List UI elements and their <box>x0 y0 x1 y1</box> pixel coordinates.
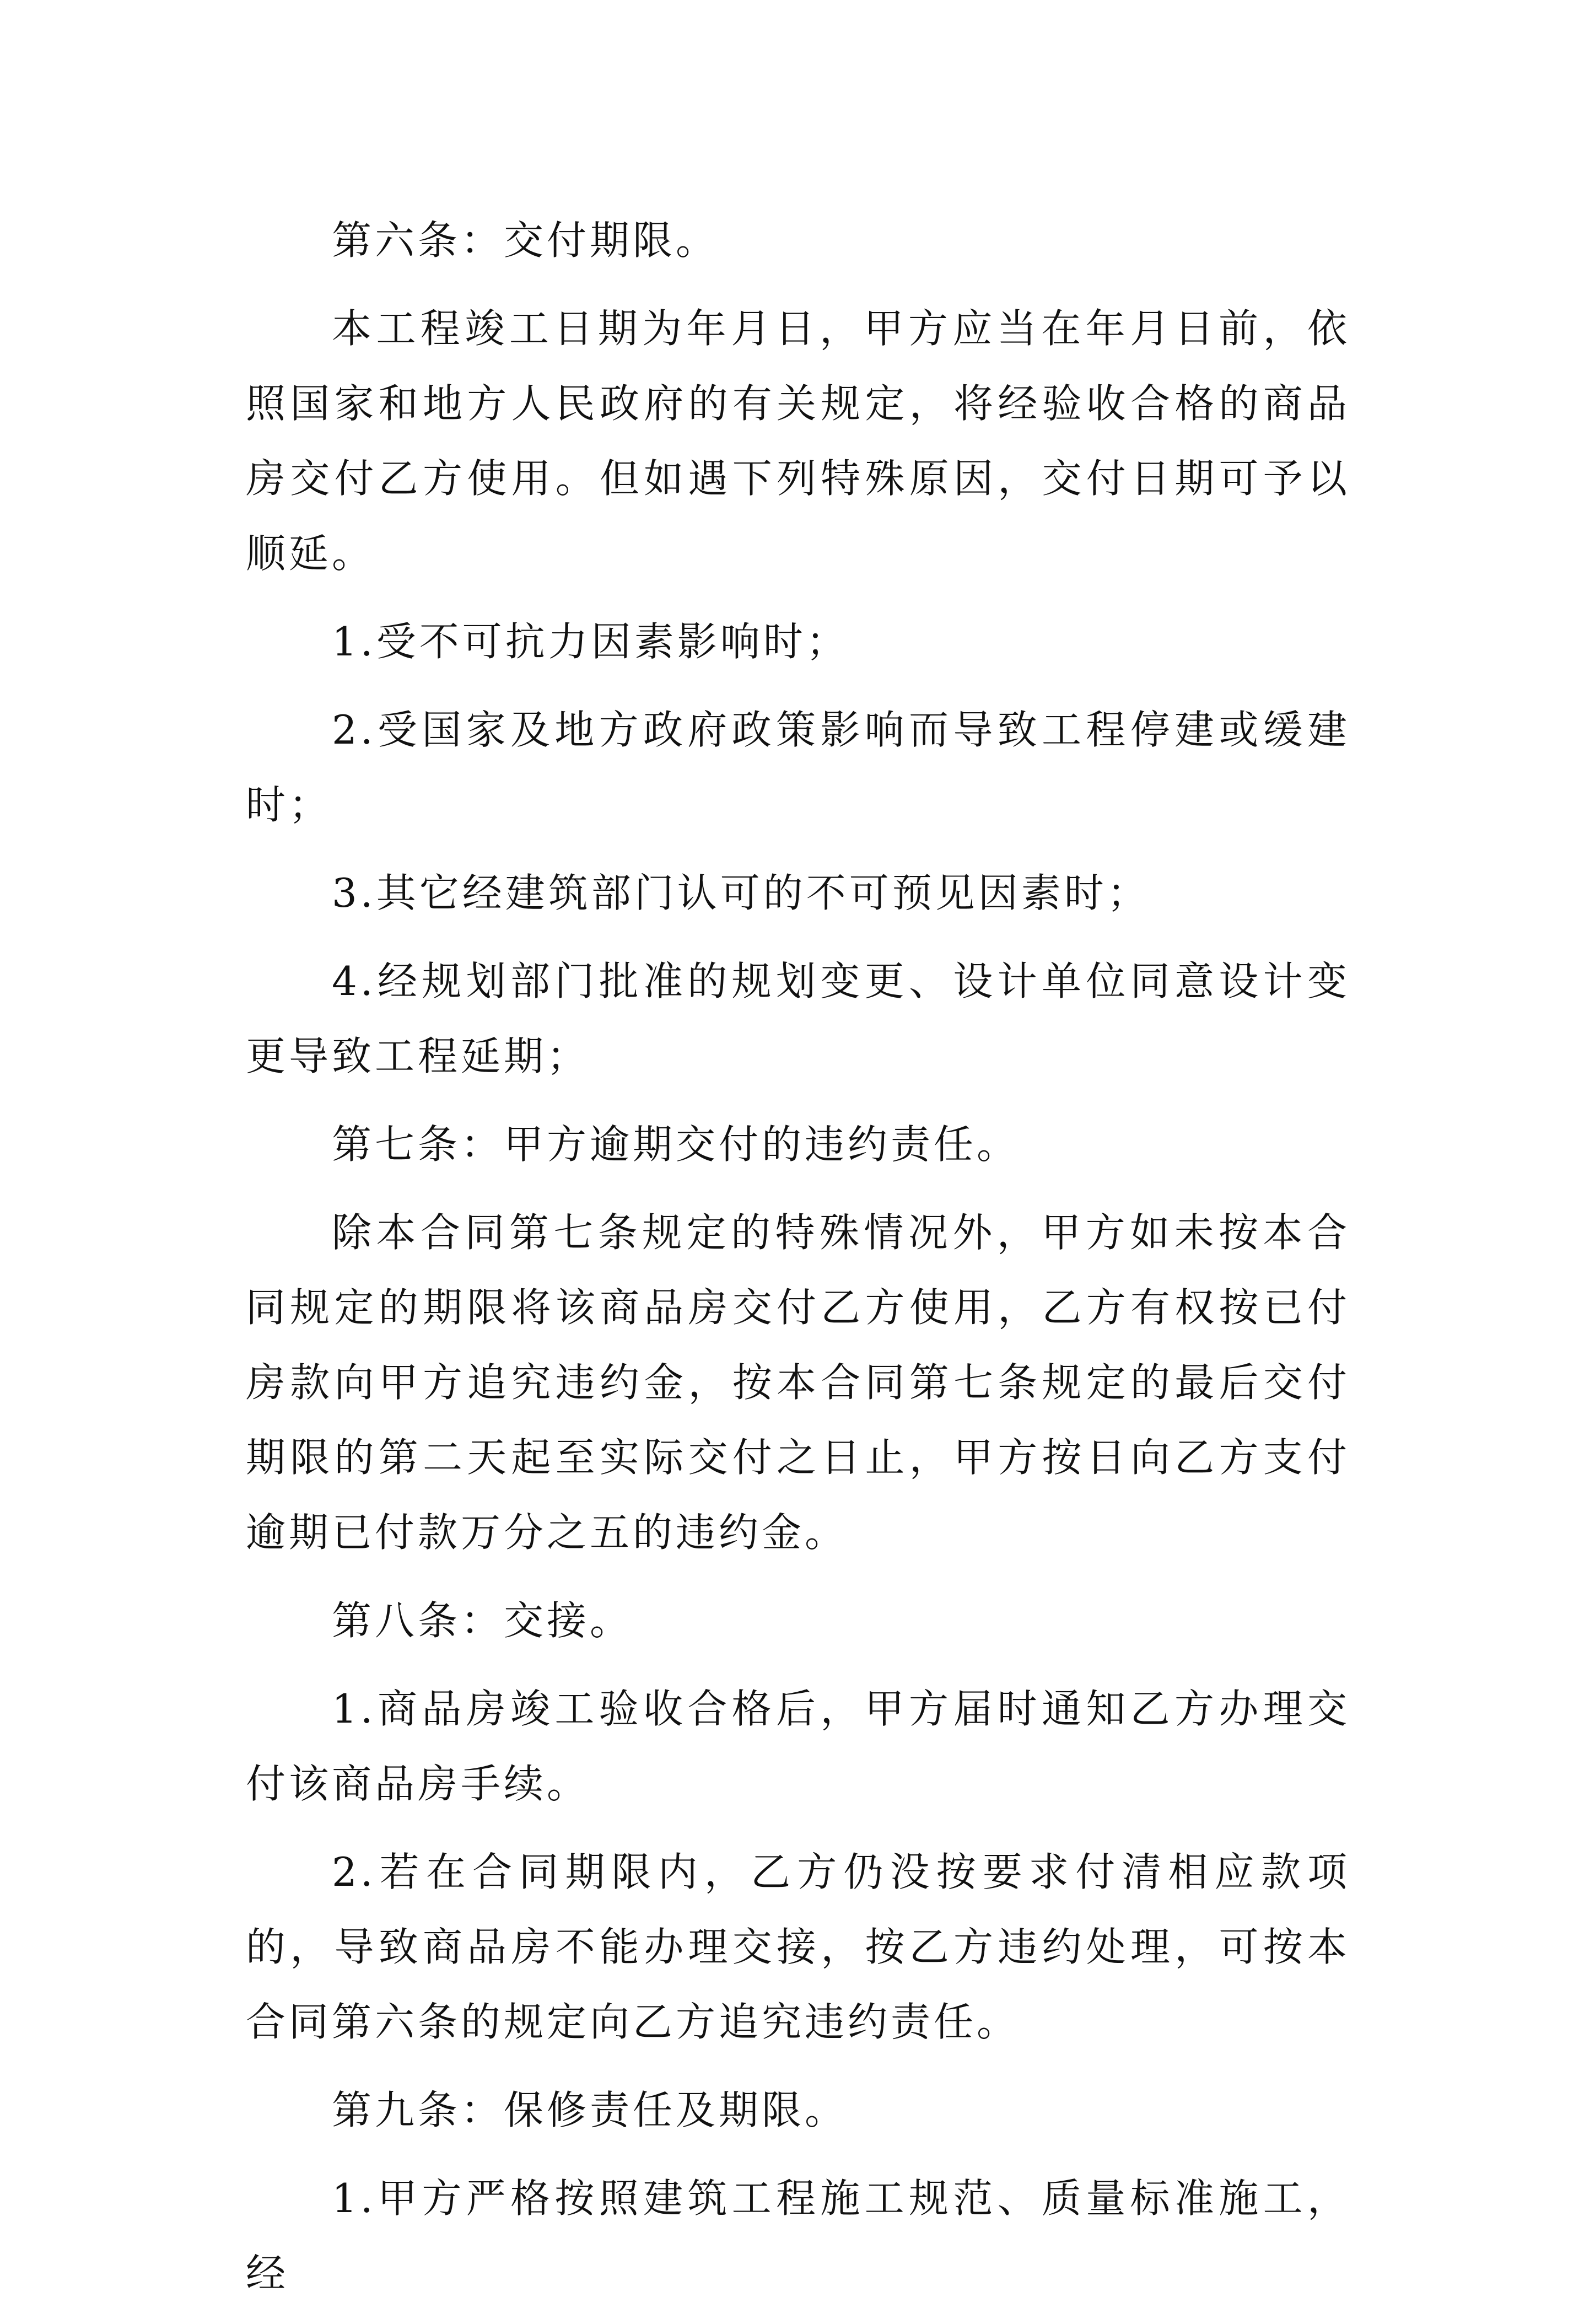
article-9-heading: 第九条：保修责任及期限。 <box>332 2087 848 2133</box>
article-6-item-2: 2.受国家及地方政府政策影响而导致工程停建或缓建时； <box>246 707 1350 828</box>
document-body <box>246 203 1350 2324</box>
article-6-body: 本工程竣工日期为年月日，甲方应当在年月日前，依照国家和地方人民政府的有关规定，将经验收合格的商品房交付乙方使用。但如遇下列特殊原因，交付日期可予以顺延。 <box>246 305 1350 577</box>
article-6-heading: 第六条：交付期限。 <box>332 217 719 263</box>
article-7-body: 除本合同第七条规定的特殊情况外，甲方如未按本合同规定的期限将该商品房交付乙方使用，乙方有权按已付房款向甲方追究违约金，按本合同第七条规定的最后交付期限的第二天起至实际交付之日止，甲方按日向乙方支付逾期已付款万分之五的违约金。 <box>246 1209 1350 1556</box>
article-7-heading: 第七条：甲方逾期交付的违约责任。 <box>332 1121 1020 1168</box>
article-8-item-2: 2.若在合同期限内，乙方仍没按要求付清相应款项的，导致商品房不能办理交接，按乙方违约处理，可按本合同第六条的规定向乙方追究违约责任。 <box>246 1849 1350 2045</box>
article-9-item-1: 1.甲方严格按照建筑工程施工规范、质量标准施工，经 <box>246 2175 1350 2296</box>
article-6-item-1: 1.受不可抗力因素影响时； <box>332 618 849 665</box>
article-6-item-4: 4.经规划部门批准的规划变更、设计单位同意设计变更导致工程延期； <box>246 958 1350 1079</box>
article-6-item-3: 3.其它经建筑部门认可的不可预见因素时； <box>332 870 1150 916</box>
article-8-heading: 第八条：交接。 <box>332 1597 633 1644</box>
article-8-item-1: 1.商品房竣工验收合格后，甲方届时通知乙方办理交付该商品房手续。 <box>246 1686 1350 1807</box>
